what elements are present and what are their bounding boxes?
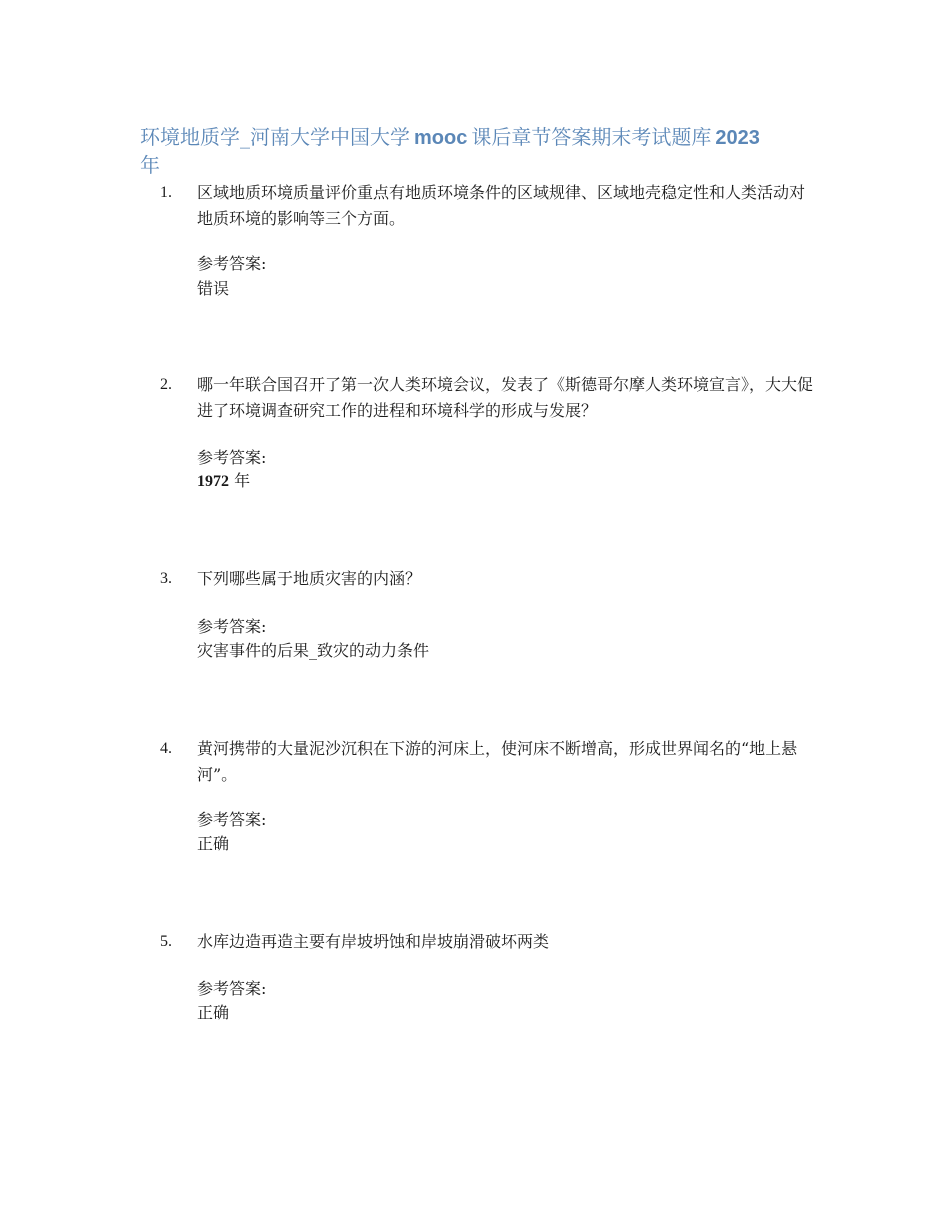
answer-year: 1972 [197,473,229,490]
question-number: 4. [160,740,172,757]
title-part-5: 年 [140,153,160,177]
answer-value: 正确 [197,1003,230,1022]
answer-label: 参考答案: [197,448,267,467]
question-text: 哪一年联合国召开了第一次人类环境会议，发表了《斯德哥尔摩人类环境宣言》，大大促进了环境调查研究工作的进程和环境科学的形成与发展？ [197,375,814,420]
answer-value: 正确 [197,834,230,853]
answer-value: 错误 [197,279,230,298]
answer-label: 参考答案: [197,979,267,998]
question-number: 5. [160,933,172,950]
answer-label: 参考答案: [197,617,267,636]
answer-value [197,469,250,494]
answer-label: 参考答案: [197,254,267,273]
answer-label: 参考答案: [197,810,267,829]
question-text: 区域地质环境质量评价重点有地质环境条件的区域规律、区域地壳稳定性和人类活动对地质环境的影响等三个方面。 [197,183,806,228]
answer-value: 灾害事件的后果_致灾的动力条件 [197,641,430,660]
question-text: 黄河携带的大量泥沙沉积在下游的河床上，使河床不断增高，形成世界闻名的“地上悬河”。 [197,739,798,784]
question-number: 1. [160,184,172,201]
title-part-2: mooc [414,127,468,149]
question-number: 2. [160,376,172,393]
question-text: 水库边造再造主要有岸坡坍蚀和岸坡崩滑破坏两类 [197,932,550,951]
title-part-3: 课后章节答案期末考试题库 [471,125,712,149]
document-title [140,124,820,179]
title-part-4: 2023 [715,127,760,149]
question-number: 3. [160,570,172,587]
title-part-1: 环境地质学_河南大学中国大学 [140,125,410,149]
answer-unit: 年 [234,471,251,490]
question-text: 下列哪些属于地质灾害的内涵？ [197,569,422,588]
